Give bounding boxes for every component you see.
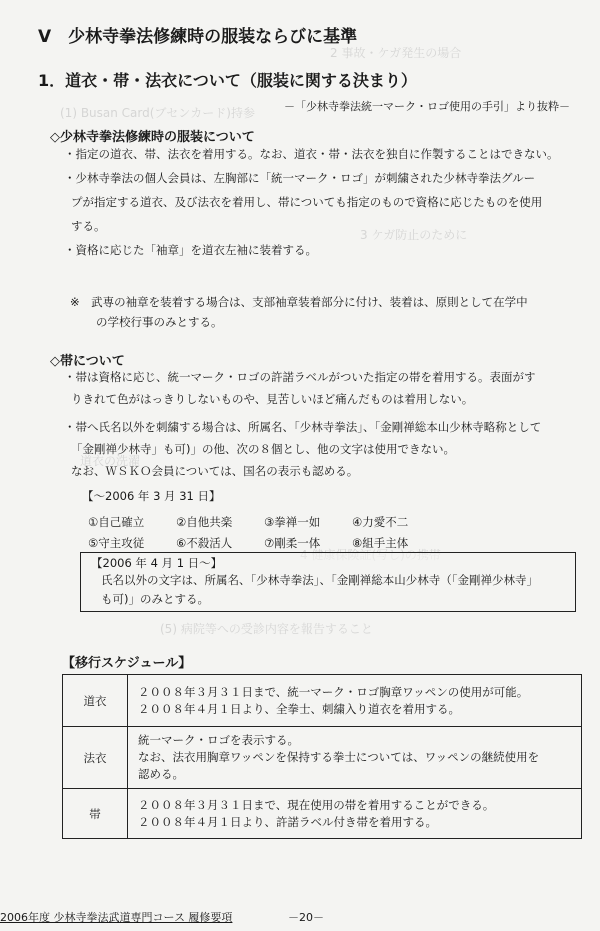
- new-rule-line-1: 氏名以外の文字は、所属名、「少林寺拳法」、「金剛禅総本山少林寺（「金剛禅少林寺」: [101, 573, 538, 587]
- schedule-heading: 【移行スケジュール】: [62, 656, 192, 671]
- new-rule-label: 【2006 年 4 月 1 日～】: [91, 556, 223, 570]
- belt-rule-2-line-2: 「金剛禅少林寺」も可)」の他、次の８個とし、他の文字は使用できない。: [71, 442, 455, 456]
- bleed-through-text: (1) Busan Card(ブセンカード)持参: [60, 106, 255, 120]
- attire-note-line-2: の学校行事のみとする。: [96, 315, 223, 329]
- table-row: [63, 727, 582, 789]
- attire-rule-2-line-2: プが指定する道衣、及び法衣を着用し、帯についても指定のもので資格に応じたものを使用: [71, 195, 543, 209]
- source-note: －「少林寺拳法統一マーク・ロゴ使用の手引」より抜粋－: [284, 100, 570, 113]
- chapter-title: Ⅴ 少林寺拳法修練時の服装ならびに基準: [38, 27, 358, 47]
- row-content: [128, 675, 582, 727]
- row-line: なお、法衣用胸章ワッペンを保持する拳士については、ワッペンの継続使用を: [138, 750, 540, 764]
- attire-rule-1: ・指定の道衣、帯、法衣を着用する。なお、道衣・帯・法衣を独自に作製することはできない。: [64, 147, 559, 161]
- attire-rule-2-line-3: する。: [71, 219, 106, 233]
- row-label: 道衣: [63, 675, 128, 727]
- motto-item: ①自己確立: [88, 515, 145, 529]
- belt-rule-1-line-1: ・帯は資格に応じ、統一マーク・ロゴの許諾ラベルがついた指定の帯を着用する。表面がす: [64, 370, 536, 384]
- bleed-through-text: 道衣の洗濯: [80, 454, 141, 468]
- old-rule-label: 【～2006 年 3 月 31 日】: [82, 489, 221, 503]
- new-rule-line-2: も可)」のみとする。: [101, 592, 209, 606]
- motto-item: ④力愛不二: [352, 515, 409, 529]
- motto-item: ③拳禅一如: [264, 515, 321, 529]
- section-title: 1．道衣・帯・法衣について（服装に関する決まり）: [38, 71, 417, 90]
- table-row: [63, 675, 582, 727]
- page-number: －20－: [288, 911, 324, 924]
- row-line: ２００８年３月３１日まで、現在使用の帯を着用することができる。: [138, 797, 495, 812]
- bleed-through-text: 3 ケガ防止のために: [360, 228, 468, 242]
- new-rule-box: [80, 552, 576, 612]
- motto-item: ⑤守主攻従: [88, 536, 145, 550]
- belt-paragraphs: [64, 366, 541, 482]
- belt-rule-1-line-2: りきれて色がはっきりしないものや、見苦しいほど痛んだものは着用しない。: [71, 392, 474, 406]
- attire-rule-3: ・資格に応じた「袖章」を道衣左袖に装着する。: [64, 243, 317, 257]
- belt-rule-2-line-3: なお、ＷＳＫＯ会員については、国名の表示も認める。: [71, 464, 359, 478]
- row-line: ２００８年４月１日より、全拳士、刺繍入り道衣を着用する。: [138, 701, 460, 716]
- attire-paragraphs: [64, 142, 559, 262]
- row-line: ２００８年４月１日より、許諾ラベル付き帯を着用する。: [138, 814, 437, 829]
- row-content: [128, 727, 582, 789]
- attire-heading: ◇少林寺拳法修練時の服装について: [50, 130, 255, 145]
- attire-rule-2-line-1: ・少林寺拳法の個人会員は、左胸部に「統一マーク・ロゴ」が刺繍された少林寺拳法グルー: [64, 171, 536, 185]
- motto-grid: [88, 512, 440, 554]
- motto-item: ②自他共楽: [176, 515, 233, 529]
- motto-item: ⑦剛柔一体: [264, 536, 321, 550]
- bleed-through-text: 2 事故・ケガ発生の場合: [330, 46, 462, 60]
- motto-item: ⑥不殺活人: [176, 536, 233, 550]
- belt-heading: ◇帯について: [50, 354, 125, 369]
- motto-item: ⑧組手主体: [352, 536, 409, 550]
- row-label: 法衣: [63, 727, 128, 789]
- row-content: [128, 789, 582, 839]
- bleed-through-text: (5) 病院等への受診内容を報告すること: [160, 622, 373, 636]
- row-line: 統一マーク・ロゴを表示する。: [138, 733, 299, 747]
- row-line: 認める。: [138, 767, 184, 781]
- table-row: [63, 789, 582, 839]
- attire-note: [70, 292, 528, 332]
- row-label: 帯: [63, 789, 128, 839]
- belt-rule-2-line-1: ・帯へ氏名以外を刺繍する場合は、所属名、「少林寺拳法」、「金剛禅総本山少林寺略称として: [64, 420, 542, 434]
- transition-schedule-table: [62, 674, 582, 839]
- row-line: ２００８年３月３１日まで、統一マーク・ロゴ胸章ワッペンの使用が可能。: [138, 684, 529, 699]
- footer-course-title: 2006年度 少林寺拳法武道専門コース 履修要項: [0, 911, 233, 924]
- attire-note-line-1: ※ 武専の袖章を装着する場合は、支部袖章装着部分に付け、装着は、原則として在学中: [70, 295, 528, 309]
